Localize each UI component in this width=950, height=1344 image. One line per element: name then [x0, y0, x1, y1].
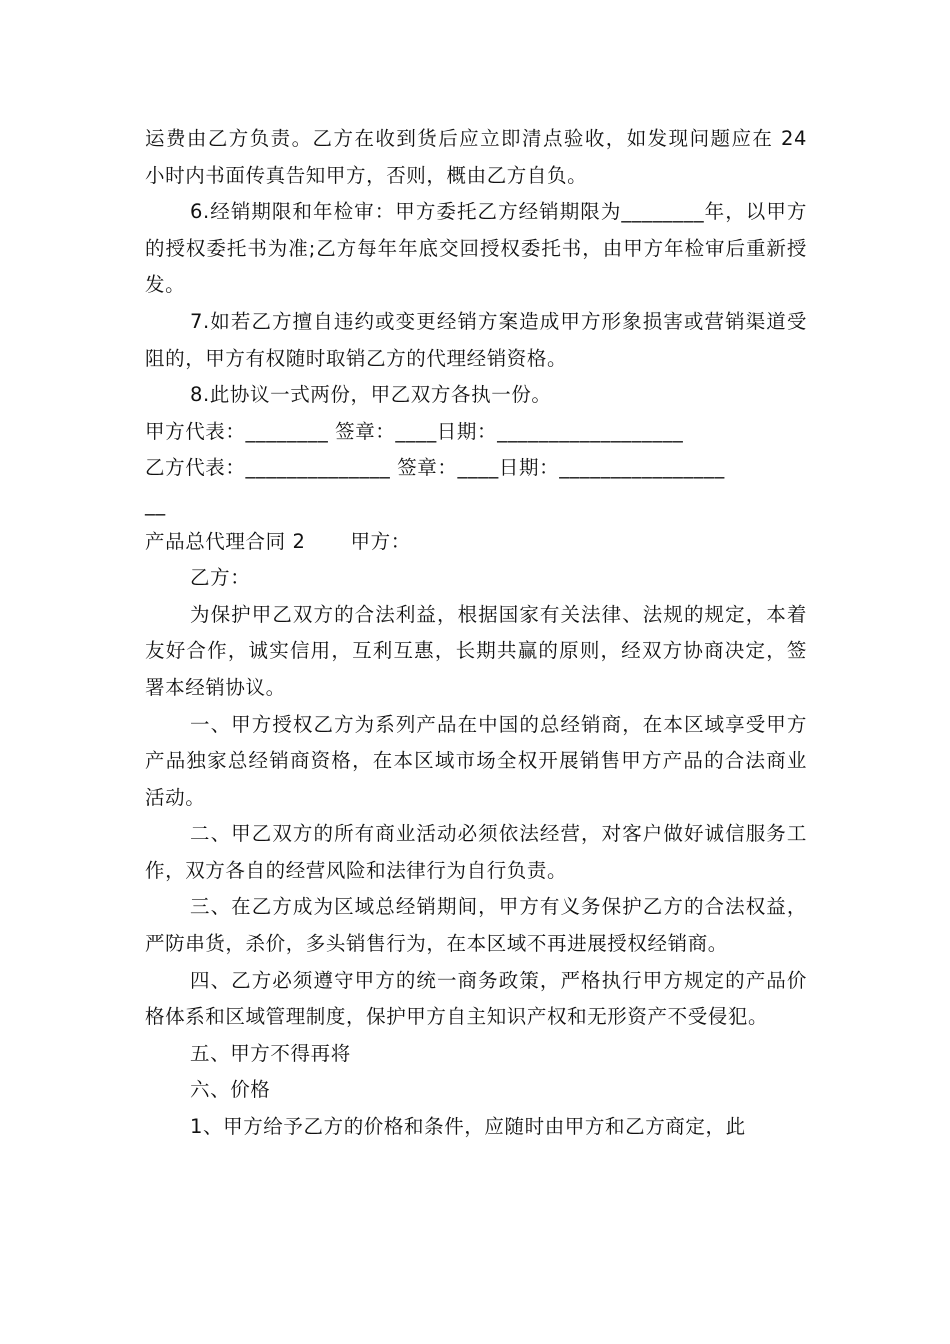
paragraph-clause-2: 二、甲乙双方的所有商业活动必须依法经营，对客户做好诚信服务工作，双方各自的经营风险和法律行为自行负责。	[145, 822, 807, 882]
paragraph-clause-6-1: 1、甲方给予乙方的价格和条件，应随时由甲方和乙方商定，此	[190, 1115, 746, 1139]
paragraph-clause-5: 五、甲方不得再将	[190, 1041, 351, 1065]
paragraph-clause-4: 四、乙方必须遵守甲方的统一商务政策，严格执行甲方规定的产品价格体系和区域管理制度，保护甲方自主知识产权和无形资产不受侵犯。	[145, 968, 807, 1029]
party-a-label: 甲方：	[350, 529, 411, 553]
party-b-label: 乙方：	[190, 566, 251, 590]
signature-line-party-b: 乙方代表：______________ 签章：____日期：________________	[145, 456, 725, 480]
paragraph-clause-3: 三、在乙方成为区域总经销期间，甲方有义务保护乙方的合法权益，严防串货，杀价，多头销售行为，在本区域不再进展授权经销商。	[145, 895, 807, 956]
paragraph-term-inspection: 6.经销期限和年检审：甲方委托乙方经销期限为________年，以甲方的授权委托书为准;乙方每年年底交回授权委托书，由甲方年检审后重新授发。	[145, 200, 807, 297]
paragraph-preamble: 为保护甲乙双方的合法利益，根据国家有关法律、法规的规定，本着友好合作，诚实信用，互利互惠，长期共赢的原则，经双方协商决定，签署本经销协议。	[145, 602, 807, 699]
paragraph-clause-1: 一、甲方授权乙方为系列产品在中国的总经销商，在本区域享受甲方产品独家总经销商资格，在本区域市场全权开展销售甲方产品的合法商业活动。	[145, 712, 807, 809]
document-body	[145, 121, 807, 1146]
paragraph-breach: 7.如若乙方擅自违约或变更经销方案造成甲方形象损害或营销渠道受阻的，甲方有权随时取销乙方的代理经销资格。	[145, 309, 807, 370]
contract-title: 产品总代理合同 2	[145, 529, 306, 553]
contract-title-line	[145, 524, 807, 561]
paragraph-shipping: 运费由乙方负责。乙方在收到货后应立即清点验收，如发现问题应在 24 小时内书面传真告知甲方，否则，概由乙方自负。	[145, 127, 807, 187]
signature-line-wrap: __	[145, 492, 166, 516]
paragraph-clause-6-heading: 六、价格	[190, 1078, 271, 1102]
signature-line-party-a: 甲方代表：________ 签章：____日期：__________________	[145, 419, 684, 443]
paragraph-copies: 8.此协议一式两份，甲乙双方各执一份。	[190, 383, 552, 407]
